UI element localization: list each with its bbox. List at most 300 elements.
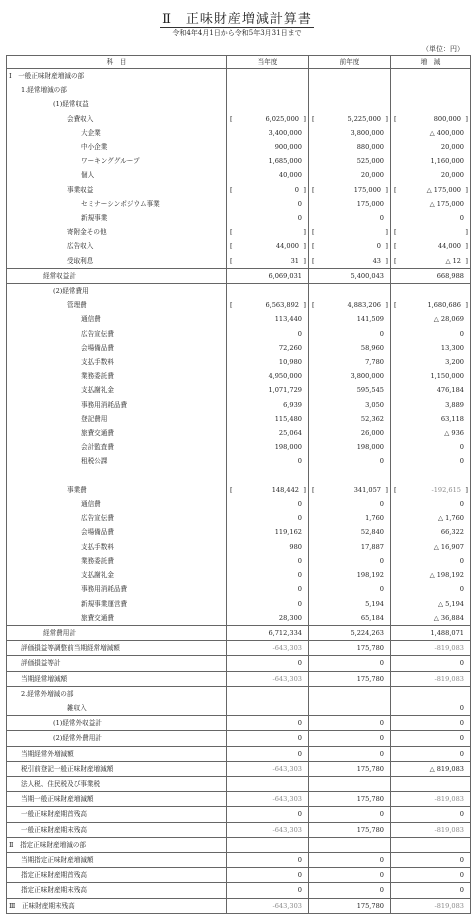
- bracket-close: ]: [385, 228, 388, 237]
- value-previous-text: 52,840: [360, 528, 384, 537]
- table-row: [7, 112, 471, 126]
- value-change: [391, 154, 471, 168]
- bracket-close: ]: [303, 114, 306, 123]
- value-current: [227, 312, 309, 326]
- value-change: [391, 369, 471, 383]
- value-change-text: 800,000: [433, 114, 461, 123]
- value-previous-text: 341,057: [353, 485, 381, 494]
- bracket-close: ]: [465, 114, 468, 123]
- row-label: 当期経常増減額: [7, 671, 227, 686]
- row-label: 支払手数料: [7, 355, 227, 369]
- value-previous: [309, 298, 391, 312]
- table-row: [7, 211, 471, 225]
- value-change-text: 1,160,000: [430, 157, 464, 166]
- value-previous: [309, 597, 391, 611]
- bracket-open: [: [394, 256, 397, 265]
- table-row: [7, 868, 471, 883]
- bracket-open: [: [230, 114, 233, 123]
- value-current-text: 119,162: [274, 528, 302, 537]
- value-current: [227, 611, 309, 626]
- value-change-text: 13,300: [440, 343, 464, 352]
- bracket-close: ]: [465, 185, 468, 194]
- value-current-text: 0: [297, 886, 302, 895]
- value-previous: [309, 426, 391, 440]
- value-change: [391, 701, 471, 716]
- value-change: [391, 822, 471, 837]
- bracket-open: [: [394, 485, 397, 494]
- value-change: [391, 686, 471, 701]
- value-change: [391, 298, 471, 312]
- row-label: 旅費交通費: [7, 611, 227, 626]
- value-change-text: △ 5,194: [437, 599, 464, 608]
- table-row: [7, 183, 471, 197]
- value-change-text: -192,615: [431, 485, 461, 494]
- value-current-text: 1,685,000: [268, 157, 302, 166]
- row-label: 通信費: [7, 497, 227, 511]
- value-change: [391, 454, 471, 468]
- value-change-text: -819,083: [434, 674, 464, 683]
- value-previous: [309, 312, 391, 326]
- value-change: [391, 792, 471, 807]
- bracket-open: [: [312, 485, 315, 494]
- value-change-text: △ 1,760: [437, 514, 464, 523]
- bracket-close: ]: [303, 256, 306, 265]
- value-change: [391, 731, 471, 746]
- value-previous: [309, 525, 391, 539]
- value-previous-text: 0: [379, 749, 384, 758]
- table-row: [7, 883, 471, 898]
- bracket-close: ]: [385, 185, 388, 194]
- value-previous-text: 0: [379, 810, 384, 819]
- value-change-text: 0: [459, 585, 464, 594]
- value-change-text: -819,083: [434, 825, 464, 834]
- value-change: [391, 497, 471, 511]
- value-current: [227, 568, 309, 582]
- value-current-text: 0: [297, 514, 302, 523]
- value-current: [227, 369, 309, 383]
- table-row: [7, 341, 471, 355]
- value-previous-text: 26,000: [360, 429, 384, 438]
- table-row: [7, 225, 471, 239]
- value-change-text: △ 175,000: [429, 199, 464, 208]
- value-current: [227, 97, 309, 111]
- value-change: [391, 355, 471, 369]
- value-previous: [309, 898, 391, 913]
- value-change: [391, 597, 471, 611]
- table-row: [7, 154, 471, 168]
- value-previous-text: 175,780: [356, 795, 384, 804]
- value-change: [391, 483, 471, 497]
- value-current-text: -643,303: [272, 764, 302, 773]
- report-title: [0, 8, 474, 27]
- value-current: [227, 83, 309, 97]
- value-change-text: 0: [459, 214, 464, 223]
- value-previous: [309, 852, 391, 867]
- value-current: [227, 525, 309, 539]
- value-previous-text: 0: [379, 886, 384, 895]
- value-change-text: 476,184: [436, 386, 464, 395]
- table-row: [7, 671, 471, 686]
- value-current: [227, 154, 309, 168]
- value-previous: [309, 112, 391, 126]
- report-period: 令和4年4月1日から令和5年3月31日まで: [172, 29, 302, 37]
- value-change: [391, 426, 471, 440]
- value-current-text: -643,303: [272, 795, 302, 804]
- value-previous-text: 3,800,000: [350, 372, 384, 381]
- value-previous: [309, 83, 391, 97]
- bracket-close: ]: [303, 228, 306, 237]
- row-label: 業務委託費: [7, 369, 227, 383]
- row-label: 指定正味財産期末残高: [7, 883, 227, 898]
- row-label: 事務用消耗品費: [7, 582, 227, 596]
- table-row: [7, 369, 471, 383]
- value-change: [391, 868, 471, 883]
- value-previous-text: 5,225,000: [347, 114, 381, 123]
- income-statement-table: [6, 55, 471, 914]
- table-row: [7, 483, 471, 497]
- bracket-open: [: [230, 485, 233, 494]
- table-row: [7, 426, 471, 440]
- value-previous-text: 198,192: [356, 571, 384, 580]
- value-change: [391, 611, 471, 626]
- value-current: [227, 327, 309, 341]
- value-change-text: 0: [459, 749, 464, 758]
- value-current-text: 0: [297, 749, 302, 758]
- value-previous: [309, 746, 391, 761]
- table-row: [7, 807, 471, 822]
- value-previous-text: 595,545: [356, 386, 384, 395]
- value-change: [391, 225, 471, 239]
- row-label: 新規事業運営費: [7, 597, 227, 611]
- value-previous: [309, 341, 391, 355]
- value-change-text: 0: [459, 556, 464, 565]
- bracket-open: [: [394, 242, 397, 251]
- value-current: [227, 412, 309, 426]
- value-previous: [309, 611, 391, 626]
- value-change-text: 0: [459, 719, 464, 728]
- bracket-open: [: [394, 114, 397, 123]
- value-previous: [309, 69, 391, 84]
- value-change: [391, 716, 471, 731]
- value-current: [227, 183, 309, 197]
- value-change-text: 0: [459, 810, 464, 819]
- value-previous-text: 0: [379, 871, 384, 880]
- value-previous: [309, 225, 391, 239]
- value-previous: [309, 671, 391, 686]
- value-previous: [309, 197, 391, 211]
- value-current-text: 28,300: [278, 613, 302, 622]
- value-change-text: 0: [459, 886, 464, 895]
- value-change: [391, 525, 471, 539]
- value-change: [391, 83, 471, 97]
- row-label: 中小企業: [7, 140, 227, 154]
- value-change-text: 0: [459, 855, 464, 864]
- value-change: [391, 656, 471, 671]
- row-label: 租税公課: [7, 454, 227, 468]
- row-label: 会費収入: [7, 112, 227, 126]
- value-current-text: 0: [294, 185, 299, 194]
- value-current: [227, 383, 309, 397]
- value-current-text: -643,303: [272, 825, 302, 834]
- value-previous: [309, 327, 391, 341]
- value-previous-text: 7,780: [365, 358, 384, 367]
- value-previous: [309, 568, 391, 582]
- value-previous: [309, 440, 391, 454]
- row-label: 法人税、住民税及び事業税: [7, 776, 227, 791]
- value-previous-text: 17,887: [360, 542, 384, 551]
- table-row: [7, 822, 471, 837]
- row-label: 当期一般正味財産増減額: [7, 792, 227, 807]
- header-item: 科 目: [7, 56, 227, 69]
- value-change: [391, 383, 471, 397]
- bracket-close: ]: [385, 114, 388, 123]
- row-label: (2)経常費用: [7, 284, 227, 299]
- table-row: [7, 298, 471, 312]
- value-change-text: 3,200: [445, 358, 464, 367]
- value-current-text: -643,303: [272, 644, 302, 653]
- row-label: 一般正味財産期末残高: [7, 822, 227, 837]
- value-current: [227, 761, 309, 776]
- value-change-text: 0: [459, 500, 464, 509]
- value-current-text: 0: [297, 855, 302, 864]
- value-change: [391, 398, 471, 412]
- value-change-text: 3,889: [445, 400, 464, 409]
- value-current: [227, 898, 309, 913]
- value-current-text: 6,069,031: [268, 271, 302, 280]
- row-label: 個人: [7, 168, 227, 182]
- value-current: [227, 807, 309, 822]
- value-previous: [309, 398, 391, 412]
- value-previous-text: 0: [379, 329, 384, 338]
- value-previous-text: 3,800,000: [350, 128, 384, 137]
- value-previous: [309, 761, 391, 776]
- value-current-text: 0: [297, 659, 302, 668]
- value-previous: [309, 154, 391, 168]
- value-current: [227, 731, 309, 746]
- bracket-close: ]: [385, 485, 388, 494]
- value-current-text: -643,303: [272, 901, 302, 910]
- value-current: [227, 883, 309, 898]
- value-previous: [309, 383, 391, 397]
- value-current: [227, 625, 309, 640]
- table-row: [7, 511, 471, 525]
- value-previous-text: 175,780: [356, 644, 384, 653]
- value-previous-text: 175,000: [353, 185, 381, 194]
- row-label: 寄附金その他: [7, 225, 227, 239]
- value-current: [227, 792, 309, 807]
- value-current-text: 6,939: [283, 400, 302, 409]
- value-current-text: 10,980: [278, 358, 302, 367]
- value-change: [391, 97, 471, 111]
- value-change: [391, 211, 471, 225]
- value-previous: [309, 686, 391, 701]
- table-row: [7, 254, 471, 269]
- bracket-close: ]: [465, 485, 468, 494]
- value-current: [227, 440, 309, 454]
- row-label: 会場備品費: [7, 341, 227, 355]
- table-row: [7, 268, 471, 283]
- table-header-row: [7, 56, 471, 69]
- row-label: 支払謝礼金: [7, 568, 227, 582]
- value-previous-text: 0: [379, 855, 384, 864]
- value-current-text: 1,071,729: [268, 386, 302, 395]
- header-current: 当年度: [227, 56, 309, 69]
- value-previous: [309, 97, 391, 111]
- value-current: [227, 168, 309, 182]
- value-current: [227, 284, 309, 299]
- value-previous-text: 525,000: [356, 157, 384, 166]
- value-previous-text: 5,224,263: [350, 628, 384, 637]
- value-previous-text: 175,780: [356, 764, 384, 773]
- value-previous: [309, 837, 391, 852]
- table-row: [7, 686, 471, 701]
- value-previous-text: 175,780: [356, 674, 384, 683]
- row-label: 指定正味財産期首残高: [7, 868, 227, 883]
- value-current: [227, 398, 309, 412]
- bracket-close: ]: [385, 242, 388, 251]
- value-previous: [309, 211, 391, 225]
- table-row: [7, 625, 471, 640]
- bracket-close: ]: [385, 301, 388, 310]
- value-current-text: -643,303: [272, 674, 302, 683]
- table-row: [7, 656, 471, 671]
- value-previous-text: 0: [379, 556, 384, 565]
- value-change-text: △ 175,000: [426, 185, 461, 194]
- value-change-text: 66,322: [440, 528, 464, 537]
- row-label: 大企業: [7, 126, 227, 140]
- table-body: [7, 69, 471, 914]
- value-current: [227, 341, 309, 355]
- value-previous-text: 4,883,206: [347, 301, 381, 310]
- value-change-text: 0: [459, 703, 464, 712]
- value-current: [227, 641, 309, 656]
- value-change: [391, 254, 471, 269]
- table-row: [7, 83, 471, 97]
- value-change: [391, 898, 471, 913]
- value-change-text: △ 819,083: [429, 764, 464, 773]
- value-current-text: 900,000: [274, 143, 302, 152]
- row-label: (2)経常外費用計: [7, 731, 227, 746]
- value-current-text: 6,025,000: [265, 114, 299, 123]
- row-label: 受取利息: [7, 254, 227, 269]
- value-change: [391, 671, 471, 686]
- value-change: [391, 554, 471, 568]
- value-change-text: 1,150,000: [430, 372, 464, 381]
- table-row: [7, 731, 471, 746]
- value-previous: [309, 641, 391, 656]
- bracket-close: ]: [303, 185, 306, 194]
- value-change: [391, 341, 471, 355]
- value-previous: [309, 239, 391, 253]
- value-previous-text: 0: [379, 214, 384, 223]
- header-previous: 前年度: [309, 56, 391, 69]
- value-previous: [309, 625, 391, 640]
- row-label: ワーキンググループ: [7, 154, 227, 168]
- table-row: [7, 641, 471, 656]
- table-row: [7, 611, 471, 626]
- value-change-text: △ 28,069: [433, 315, 464, 324]
- value-previous: [309, 483, 391, 497]
- value-previous-text: 0: [379, 734, 384, 743]
- value-previous: [309, 582, 391, 596]
- value-change: [391, 469, 471, 483]
- value-change-text: 0: [459, 329, 464, 338]
- bracket-close: ]: [385, 256, 388, 265]
- value-previous: [309, 284, 391, 299]
- value-current: [227, 852, 309, 867]
- value-current: [227, 483, 309, 497]
- value-current-text: 0: [297, 457, 302, 466]
- row-label: 2.経常外増減の部: [7, 686, 227, 701]
- value-current-text: 25,064: [278, 429, 302, 438]
- bracket-close: ]: [465, 256, 468, 265]
- value-change: [391, 268, 471, 283]
- value-current-text: 0: [297, 599, 302, 608]
- value-change: [391, 168, 471, 182]
- value-current: [227, 197, 309, 211]
- table-row: [7, 239, 471, 253]
- value-previous-text: 175,780: [356, 825, 384, 834]
- row-label: 経常収益計: [7, 268, 227, 283]
- value-previous-text: 1,760: [365, 514, 384, 523]
- value-current: [227, 746, 309, 761]
- value-previous-text: 3,050: [365, 400, 384, 409]
- value-previous-text: 0: [376, 242, 381, 251]
- unit-label: （単位：円）: [422, 45, 464, 53]
- value-current: [227, 837, 309, 852]
- bracket-close: ]: [303, 301, 306, 310]
- value-previous-text: 58,960: [360, 343, 384, 352]
- value-current-text: 72,260: [278, 343, 302, 352]
- value-change: [391, 183, 471, 197]
- value-current-text: 6,712,334: [268, 628, 302, 637]
- value-current-text: 148,442: [271, 485, 299, 494]
- value-current-text: 198,000: [274, 443, 302, 452]
- value-current: [227, 239, 309, 253]
- value-current-text: 31: [290, 256, 299, 265]
- row-label: [7, 469, 227, 483]
- table-row: [7, 582, 471, 596]
- value-previous-text: 0: [379, 457, 384, 466]
- bracket-close: ]: [465, 301, 468, 310]
- value-current: [227, 254, 309, 269]
- bracket-open: [: [312, 301, 315, 310]
- value-change: [391, 852, 471, 867]
- value-current-text: 0: [297, 871, 302, 880]
- value-change-text: 20,000: [440, 143, 464, 152]
- value-previous: [309, 656, 391, 671]
- bracket-open: [: [312, 114, 315, 123]
- table-row: [7, 568, 471, 582]
- row-label: 新規事業: [7, 211, 227, 225]
- value-current: [227, 701, 309, 716]
- value-previous-text: 880,000: [356, 143, 384, 152]
- bracket-open: [: [230, 228, 233, 237]
- value-current: [227, 268, 309, 283]
- bracket-open: [: [394, 301, 397, 310]
- value-change: [391, 327, 471, 341]
- table-row: [7, 792, 471, 807]
- row-label: 業務委託費: [7, 554, 227, 568]
- table-row: [7, 469, 471, 483]
- value-change-text: 44,000: [437, 242, 461, 251]
- value-change: [391, 582, 471, 596]
- value-current: [227, 671, 309, 686]
- value-previous: [309, 883, 391, 898]
- value-previous: [309, 183, 391, 197]
- value-change: [391, 126, 471, 140]
- row-label: 事業費: [7, 483, 227, 497]
